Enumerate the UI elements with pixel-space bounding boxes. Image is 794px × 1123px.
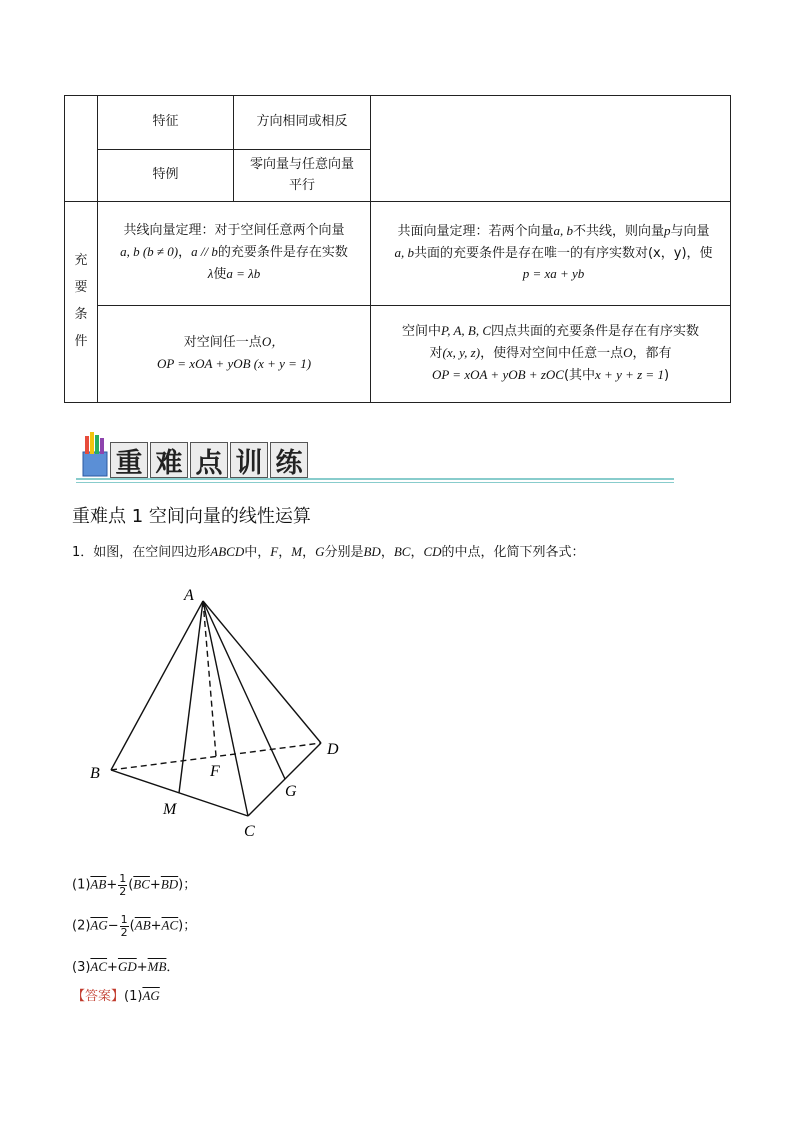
expr-num: (1): [72, 877, 91, 893]
coplanar-point-line1: [371, 321, 730, 343]
expr-end: ；: [183, 918, 197, 934]
label-B: B: [90, 765, 100, 782]
edge-AC: [203, 601, 248, 816]
edge-AM: [179, 601, 203, 793]
feature-value: 方向相同或相反: [234, 96, 371, 150]
label-D: D: [327, 741, 339, 758]
q-text: 中，: [244, 545, 271, 560]
coplanar-point-f: (其中: [563, 367, 596, 383]
collinear-point-line2: [98, 354, 370, 376]
collinear-line1: 共线向量定理：对于空间任意两个向量: [123, 223, 345, 239]
section-banner: [76, 428, 676, 484]
collinear-math-eq: a = λb: [226, 265, 261, 281]
collinear-math-parallel: a // b: [191, 244, 218, 260]
vector: $\overline{BC}$: [133, 876, 150, 892]
frac-denominator: 2: [119, 884, 127, 898]
banner-char: 难: [150, 442, 188, 478]
frac-numerator: 1: [120, 913, 128, 926]
special-case-label: 特例: [98, 150, 234, 202]
q-math: ABCD: [210, 544, 245, 559]
q-text: 分别是: [324, 545, 364, 560]
operator: +: [107, 960, 118, 975]
edge-AD: [203, 601, 321, 743]
collinear-line3: [98, 264, 370, 286]
coplanar-math-ab2: a, b: [394, 244, 414, 260]
coplanar-line3: [377, 264, 730, 286]
vector: $\overline{AB}$: [90, 876, 107, 892]
q-math: F: [270, 544, 279, 559]
edge-AB: [111, 601, 203, 770]
blank-left-cell: [65, 96, 98, 202]
q-text: ，: [380, 545, 394, 560]
coplanar-line2: [377, 243, 730, 265]
operator: −: [107, 918, 119, 934]
side-label-char: 件: [74, 333, 88, 349]
expr-end: ．: [166, 960, 180, 975]
frac-denominator: 2: [120, 925, 128, 939]
banner-rule: [76, 482, 674, 483]
coplanar-point-b: 四点共面的充要条件是存在有序实数: [491, 324, 700, 340]
section-heading: 重难点 1 空间向量的线性运算: [72, 506, 311, 527]
label-A: A: [184, 587, 194, 604]
label-F: F: [210, 763, 220, 780]
side-label-char: 条: [74, 307, 88, 322]
answer-line: [72, 985, 160, 1004]
fraction: [120, 914, 129, 938]
pencil-cup-icon: [76, 432, 112, 478]
vector: $\overline{MB}$: [147, 959, 167, 974]
coplanar-point-close: ): [663, 367, 670, 383]
operator: +: [150, 918, 162, 934]
collinear-theorem-cell: [98, 202, 371, 306]
q-text: ，: [278, 545, 292, 560]
operator: +: [106, 877, 118, 893]
edge-CD: [248, 743, 321, 816]
q-text: 1．如图，在空间四边形: [72, 545, 211, 560]
coplanar-point-eq: OP = xOA + yOB + zOC: [431, 366, 564, 382]
coplanar-point-xyz: (x, y, z): [442, 345, 481, 361]
collinear-line3-text: 使: [213, 266, 227, 282]
banner-char: 点: [190, 442, 228, 478]
expression-2: $(2)\overline{AG}-$ $\frac{1}{2}$ $(\overline{AB}+\overline{AC})$；: [72, 913, 197, 939]
expr-num: (3): [72, 960, 91, 975]
coplanar-line2-text: 共面的充要条件是存在唯一的有序实数对(x，y)，使: [413, 245, 713, 261]
vector-comparison-table: [64, 95, 731, 403]
fraction: [118, 873, 127, 897]
collinear-point-line1: [98, 332, 370, 354]
coplanar-theorem-cell: [371, 202, 731, 306]
answer-vector: $\overline{AG}$: [142, 988, 160, 1003]
label-G: G: [285, 783, 297, 800]
vector: $\overline{AC}$: [161, 917, 179, 933]
vector: $\overline{AB}$: [134, 917, 151, 933]
collinear-line2: [98, 242, 370, 264]
side-label-char: 要: [74, 280, 88, 296]
side-label-char: 充: [74, 253, 88, 269]
collinear-comma: ，: [178, 245, 192, 261]
coplanar-line1-c: 与向量: [670, 223, 710, 239]
special-case-line2: 平行: [288, 177, 315, 193]
coplanar-point-cell: [371, 306, 731, 403]
banner-char: 重: [110, 442, 148, 478]
q-math: G: [315, 544, 325, 559]
answer-num: (1): [124, 989, 143, 1004]
coplanar-point-d: ，使得对空间中任意一点: [480, 346, 624, 362]
coplanar-point-c: 对: [429, 346, 443, 362]
q-text: ，: [302, 545, 316, 560]
collinear-line2-text: 的充要条件是存在实数: [217, 245, 348, 261]
vector: $\overline{AC}$: [90, 959, 108, 974]
coplanar-point-sum: x + y + z = 1: [595, 366, 664, 382]
special-case-value: [234, 150, 371, 202]
coplanar-point-o: O: [623, 345, 633, 361]
collinear-point-eq: OP = xOA + yOB (x + y = 1): [156, 356, 312, 371]
coplanar-line1-b: 不共线，则向量: [572, 223, 664, 239]
vector: $\overline{AG}$: [90, 917, 108, 933]
frac-numerator: 1: [119, 872, 127, 885]
coplanar-point-e: ，都有: [632, 346, 672, 362]
operator: +: [136, 960, 148, 975]
expr-num: (2): [72, 918, 91, 934]
coplanar-point-line3: [371, 365, 730, 387]
q-math: BC: [393, 544, 411, 559]
q-math: BD: [363, 544, 381, 559]
collinear-point-cell: [98, 306, 371, 403]
question-1: [72, 541, 585, 560]
collinear-point-o: O，: [261, 334, 285, 350]
coplanar-line1-a: 共面向量定理：若两个向量: [397, 223, 554, 239]
coplanar-math-eq: p = xa + yb: [522, 266, 585, 282]
q-math: M: [291, 544, 303, 559]
banner-char: 练: [270, 442, 308, 478]
expr-end: ；: [183, 877, 197, 893]
blank-right-cell: [371, 96, 731, 202]
coplanar-point-a: 空间中: [401, 324, 441, 340]
collinear-lambda: λ: [207, 265, 214, 281]
coplanar-line1: [377, 221, 730, 243]
coplanar-math-p: p: [664, 222, 671, 238]
pyramid-figure: [80, 578, 380, 848]
vector: $\overline{GD}$: [117, 959, 137, 974]
label-C: C: [244, 823, 255, 840]
collinear-math-ab: a, b (b ≠ 0): [120, 244, 179, 260]
answer-tag: 【答案】: [72, 989, 125, 1004]
vector: $\overline{BD}$: [160, 876, 179, 892]
label-M: M: [163, 801, 177, 818]
edge-BC: [111, 770, 248, 816]
coplanar-point-line2: [371, 343, 730, 365]
necessary-sufficient-label: [65, 202, 98, 403]
expression-3: [72, 956, 179, 975]
banner-char: 训: [230, 442, 268, 478]
expression-1: $(1)\overline{AB}+$ $\frac{1}{2}$ $(\overline{BC}+\overline{BD})$；: [72, 872, 197, 898]
q-text: ，: [410, 545, 424, 560]
banner-title: [110, 442, 310, 479]
banner-rule: [76, 478, 674, 480]
q-text: 的中点，化简下列各式：: [441, 545, 585, 560]
operator: +: [149, 877, 161, 893]
collinear-point-text: 对空间任一点: [183, 335, 262, 351]
coplanar-math-ab: a, b: [553, 222, 573, 238]
q-math: CD: [423, 544, 442, 559]
special-case-line1: 零向量与任意向量: [249, 156, 354, 172]
feature-label: 特征: [98, 96, 234, 150]
coplanar-point-pabc: P, A, B, C: [440, 323, 492, 339]
